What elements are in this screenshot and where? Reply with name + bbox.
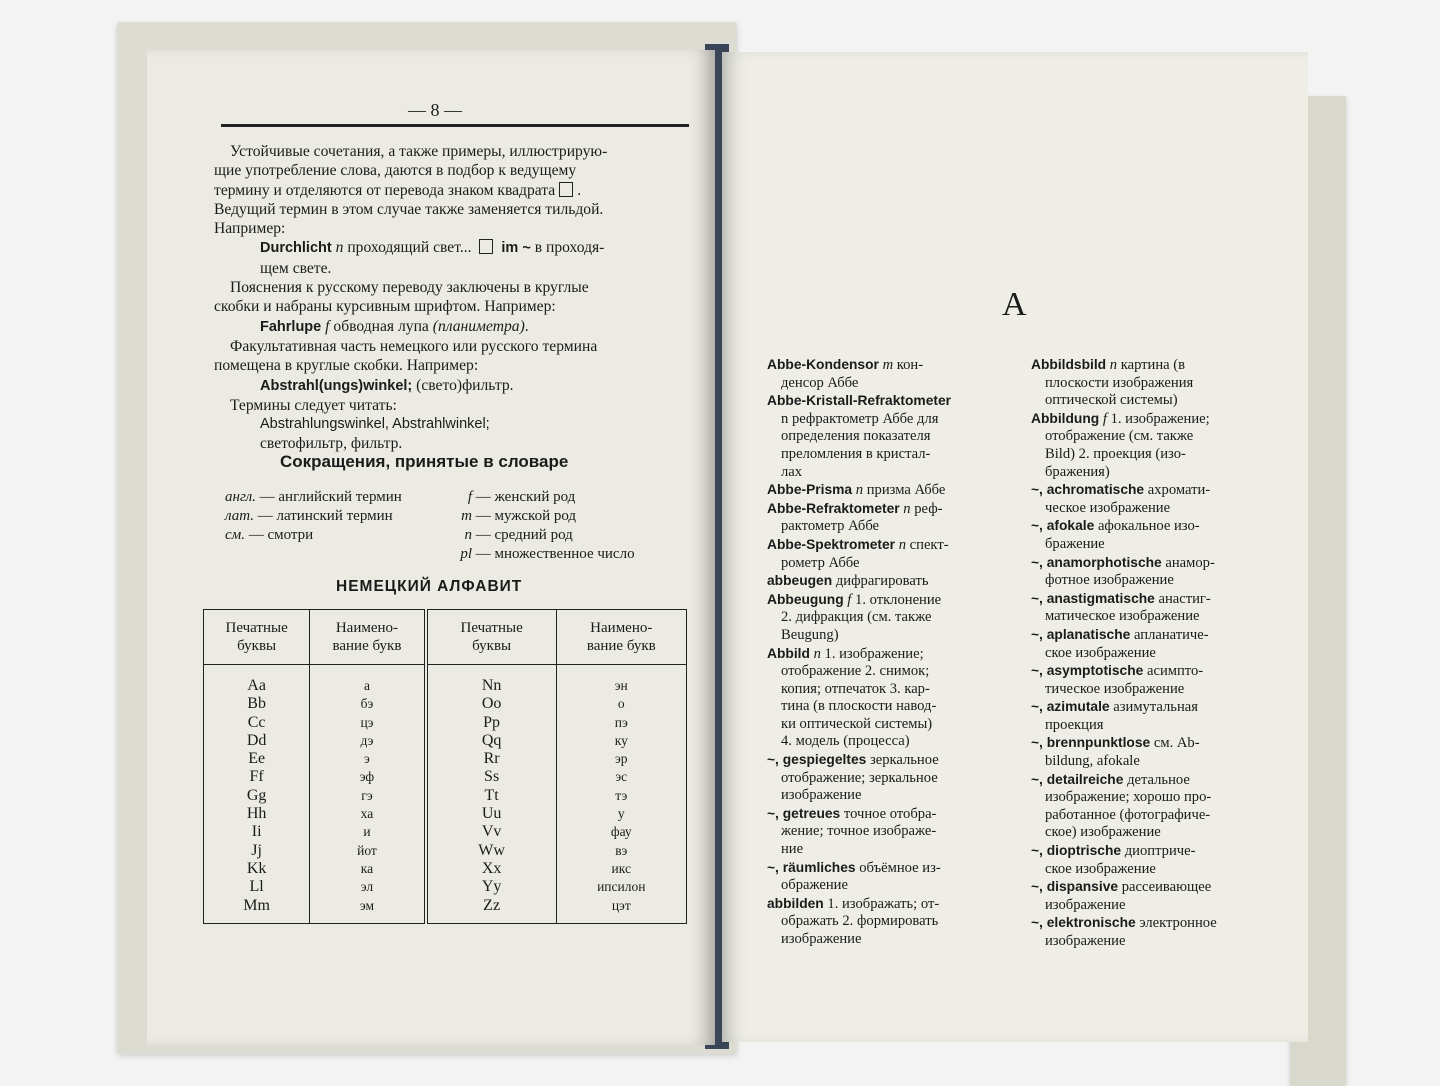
entry-continuation: рактометр Аббе [781, 518, 880, 535]
entry-continuation: бражение [1045, 535, 1105, 552]
entry-term: ~, brennpunktlose [1031, 735, 1151, 751]
header-names: Наимено- вание букв [556, 610, 686, 665]
entry-term: ~, azimutale [1031, 699, 1110, 715]
entry-translation: реф- [914, 500, 943, 517]
header-rule [221, 124, 689, 127]
entry-translation: призма Аббе [866, 482, 946, 499]
entry-translation: рассеивающее [1121, 879, 1212, 896]
dictionary-entry [1031, 878, 1269, 897]
entry-continuation: работанное (фотографиче- [1045, 806, 1211, 823]
entry-term: Abbe-Spektrometer [767, 536, 896, 552]
intro-line: Термины следует читать: [230, 396, 397, 414]
entry-term: ~, elektronische [1031, 915, 1136, 931]
abbr-row [225, 507, 402, 526]
abbr-row [448, 488, 635, 507]
entry-translation: анастиг- [1158, 590, 1211, 607]
entry-term: abbeugen [767, 573, 833, 589]
entry-term: Abbe-Prisma [767, 482, 853, 498]
entry-gender: n [903, 500, 911, 517]
example-tilde: im ~ [501, 240, 531, 257]
entry-term: ~, räumliches [767, 859, 856, 875]
dictionary-entry [767, 500, 1005, 519]
dictionary-entry [1031, 842, 1269, 861]
header-names: Наимено- вание букв [310, 610, 426, 665]
abbr-key: n [464, 527, 472, 543]
entry-continuation: 2. дифракция (см. также [781, 609, 932, 626]
entry-continuation: тическое изображение [1045, 680, 1185, 697]
dictionary-entry [1031, 734, 1269, 753]
entry-translation: точное отобра- [843, 805, 937, 822]
entry-gender: f [847, 591, 852, 608]
example-italic: (планиметра) [432, 317, 525, 335]
square-sign-icon [479, 239, 493, 254]
intro-line-text: термину и отделяются от перевода знаком квадрата [214, 181, 556, 199]
entry-term: Abbeugung [767, 591, 844, 607]
entry-continuation: отображение; зеркальное [781, 769, 938, 786]
dictionary-column-2 [1031, 356, 1269, 951]
entry-continuation: отображение 2. снимок; [781, 663, 930, 680]
entry-continuation: ческое изображение [1045, 499, 1171, 516]
entry-term: ~, getreues [767, 805, 841, 821]
section-letter: A [1002, 286, 1027, 323]
entry-continuation: изображение [1045, 933, 1126, 949]
entry-term: ~, asymptotische [1031, 663, 1144, 679]
example-text: проходящий свет... [347, 239, 472, 257]
entry-gender: n [898, 536, 906, 553]
example-text: обводная лупа [333, 317, 429, 335]
intro-line: щем свете. [260, 259, 332, 277]
intro-line: Например: [214, 220, 286, 238]
entry-translation: 1. изображение; [1110, 410, 1210, 427]
entry-translation: 1. отклонение [855, 591, 942, 608]
entry-translation: детальное [1127, 771, 1190, 788]
dictionary-entry [1031, 481, 1269, 500]
dictionary-entry [1031, 590, 1269, 609]
example-term: Durchlicht [260, 240, 332, 257]
entry-translation: зеркальное [869, 752, 939, 769]
abbreviations-left [225, 488, 402, 545]
abbr-value: — латинский термин [257, 508, 393, 524]
example-fahrlupe: Fahrlupe f обводная лупа (планиметра). [260, 317, 529, 335]
dictionary-entry [767, 536, 1005, 555]
abbr-key: см. [225, 527, 245, 543]
header-letters: Печатные буквы [426, 610, 556, 665]
entry-term: ~, achromatische [1031, 482, 1145, 498]
intro-line: Ведущий термин в этом случае также заменяется тильдой. [214, 200, 604, 218]
entry-term: ~, afokale [1031, 518, 1095, 534]
entry-term: ~, detailreiche [1031, 771, 1124, 787]
dictionary-entry [767, 859, 1005, 878]
entry-continuation: ображать 2. формировать [781, 913, 939, 930]
entry-continuation: фотное изображение [1045, 572, 1174, 589]
abbr-value: — множественное число [475, 546, 635, 562]
entry-gender: n [1109, 357, 1118, 373]
reading-example: Abstrahlungswinkel, Abstrahlwinkel; [260, 416, 490, 433]
entry-translation: электронное [1139, 915, 1217, 932]
entry-continuation: изображение; хорошо про- [1045, 789, 1212, 806]
dictionary-entry [767, 751, 1005, 770]
entry-term: Abbildung [1031, 410, 1100, 426]
dictionary-entry [767, 645, 1005, 664]
entry-continuation: отображение (см. также [1045, 428, 1194, 445]
example-gender: f [325, 317, 330, 335]
square-sign-icon [559, 182, 573, 197]
names-column-1: а бэ цэ дэ э эф гэ ха и йот ка эл эм [310, 665, 426, 924]
entry-continuation: денсор Аббе [781, 374, 859, 391]
entry-translation: афокальное изо- [1097, 518, 1200, 535]
abbr-row [448, 526, 635, 545]
entry-gender: n [813, 645, 821, 662]
abbr-value: — смотри [248, 527, 314, 543]
entry-continuation: лах [781, 463, 803, 480]
entry-continuation: изображение [781, 931, 862, 947]
dictionary-entry [1031, 698, 1269, 717]
entry-continuation: ки оптической системы) [781, 715, 933, 732]
abbreviations-title: Сокращения, принятые в словаре [280, 452, 569, 471]
alphabet-title: НЕМЕЦКИЙ АЛФАВИТ [336, 578, 523, 595]
example-abstrahl [214, 376, 692, 396]
example-term: Abstrahl(ungs)winkel; [260, 377, 413, 394]
entry-gender: f [1102, 410, 1107, 427]
entry-continuation: n рефрактометр Аббе для [781, 410, 939, 427]
alphabet-table [203, 609, 687, 924]
entry-term: ~, aplanatische [1031, 626, 1131, 642]
entry-term: ~, dioptrische [1031, 843, 1122, 859]
names-column-2: эн о пэ ку эр эс тэ у фау вэ икс ипсилон цэт [556, 665, 686, 924]
entry-continuation: ское изображение [1045, 644, 1156, 661]
dictionary-entry [1031, 410, 1269, 429]
entry-term: Abbe-Refraktometer [767, 500, 900, 516]
dictionary-entry [767, 591, 1005, 610]
intro-line: Пояснения к русскому переводу заключены в круглые [230, 279, 589, 297]
entry-term: abbilden [767, 895, 824, 911]
dictionary-entry [1031, 356, 1269, 375]
intro-line: скобки и набраны курсивным шрифтом. Например: [214, 298, 556, 316]
entry-translation: 1. изображать; от- [827, 895, 940, 912]
entry-translation: диоптриче- [1124, 843, 1196, 860]
entry-continuation: ние [781, 841, 804, 858]
entry-translation: апланатиче- [1133, 626, 1209, 643]
example-gender: n [335, 239, 344, 257]
header-letters: Печатные буквы [204, 610, 310, 665]
dictionary-entry [767, 481, 1005, 500]
dictionary-entry [1031, 662, 1269, 681]
page-number: — 8 — [408, 100, 462, 120]
entry-translation: анамор- [1165, 554, 1215, 571]
dictionary-column-1 [767, 356, 1005, 949]
entry-term: ~, anamorphotische [1031, 554, 1162, 570]
entry-translation: дифрагировать [835, 573, 929, 590]
entry-continuation: ское) изображение [1045, 824, 1161, 841]
entry-continuation: матическое изображение [1045, 608, 1200, 625]
entry-gender: m [882, 357, 894, 373]
entry-continuation: изображение [1045, 896, 1126, 913]
dictionary-entry [767, 805, 1005, 824]
entry-gender: n [855, 482, 864, 499]
dictionary-entry [1031, 771, 1269, 790]
entry-continuation: бражения) [1045, 463, 1110, 480]
entry-translation: ахромати- [1147, 482, 1211, 499]
entry-translation: картина (в [1120, 357, 1186, 373]
entry-continuation: ское изображение [1045, 860, 1156, 877]
example-text: (свето)фильтр. [416, 376, 514, 394]
dictionary-entry [1031, 554, 1269, 573]
abbreviations-right [448, 488, 635, 564]
example-durchlicht [214, 238, 692, 258]
entry-term: Abbe-Kondensor [767, 357, 879, 372]
entry-continuation: плоскости изображения [1045, 374, 1194, 391]
entry-continuation: рометр Аббе [781, 554, 860, 571]
abbr-row [225, 488, 402, 507]
abbr-key: англ. [225, 489, 256, 505]
entry-continuation: 4. модель (процесса) [781, 733, 910, 750]
entry-continuation: bildung, afokale [1045, 753, 1140, 770]
entry-translation: азимутальная [1113, 699, 1198, 716]
entry-continuation: ображение [781, 877, 848, 894]
entry-term: Abbildsbild [1031, 357, 1107, 372]
example-text: в проходя- [534, 239, 605, 257]
reading-example: светофильтр, фильтр. [260, 435, 403, 453]
entry-term: ~, anastigmatische [1031, 590, 1155, 606]
abbr-value: — средний род [475, 527, 573, 543]
dictionary-entry [1031, 626, 1269, 645]
entry-continuation: жение; точное изображе- [781, 823, 937, 840]
abbr-row [448, 545, 635, 564]
entry-translation: 1. изображение; [824, 645, 924, 662]
entry-term: Abbild [767, 645, 810, 661]
entry-continuation: определения показателя [781, 428, 931, 445]
entry-continuation: преломления в кристал- [781, 445, 931, 462]
abbr-row [225, 526, 402, 545]
dictionary-entry [767, 356, 1005, 375]
alphabet-header-row [204, 610, 687, 665]
abbr-value: — английский термин [259, 489, 402, 505]
abbr-key: лат. [225, 508, 254, 524]
intro-line: Факультативная часть немецкого или русского термина [230, 337, 598, 355]
entry-continuation: Bild) 2. проекция (изо- [1045, 445, 1186, 462]
entry-continuation: тина (в плоскости навод- [781, 698, 937, 715]
entry-term: ~, gespiegeltes [767, 752, 867, 768]
entry-translation: см. Ab- [1153, 735, 1200, 752]
intro-line: термину и отделяются от перевода знаком квадрата . [214, 181, 582, 199]
entry-continuation: Beugung) [781, 626, 839, 643]
dictionary-entry [767, 392, 1005, 411]
letters-column-2: Nn Oo Pp Qq Rr Ss Tt Uu Vv Ww Xx Yy Zz [426, 665, 556, 924]
abbr-key: m [461, 508, 472, 524]
dictionary-entry [1031, 914, 1269, 933]
entry-continuation: оптической системы) [1045, 392, 1178, 409]
abbr-value: — женский род [475, 489, 576, 505]
alphabet-body-row [204, 665, 687, 924]
intro-line: помещена в круглые скобки. Например: [214, 357, 479, 375]
entry-translation: кон- [896, 357, 924, 373]
intro-text [214, 142, 692, 454]
dictionary-entry [1031, 517, 1269, 536]
entry-term: ~, dispansive [1031, 879, 1119, 895]
abbr-value: — мужской род [475, 508, 577, 524]
entry-translation: объёмное из- [859, 859, 941, 876]
abbr-key: f [467, 489, 472, 505]
entry-continuation: проекция [1045, 716, 1104, 733]
intro-line: Устойчивые сочетания, а также примеры, иллюстрирую- [230, 143, 608, 160]
entry-continuation: изображение [781, 787, 862, 804]
entry-translation: спект- [909, 536, 949, 553]
intro-line: щие употребление слова, даются в подбор к ведущему [214, 162, 577, 180]
entry-continuation: копия; отпечаток 3. кар- [781, 680, 930, 697]
letters-column-1: Aa Bb Cc Dd Ee Ff Gg Hh Ii Jj Kk Ll Mm [204, 665, 310, 924]
entry-term: Abbe-Kristall-Refraktometer [767, 393, 952, 409]
abbr-key: pl [460, 546, 472, 562]
entry-translation: асимпто- [1147, 663, 1204, 680]
example-term: Fahrlupe [260, 318, 322, 335]
abbr-row [448, 507, 635, 526]
dictionary-entry [767, 895, 1005, 914]
dictionary-entry [767, 572, 1005, 591]
